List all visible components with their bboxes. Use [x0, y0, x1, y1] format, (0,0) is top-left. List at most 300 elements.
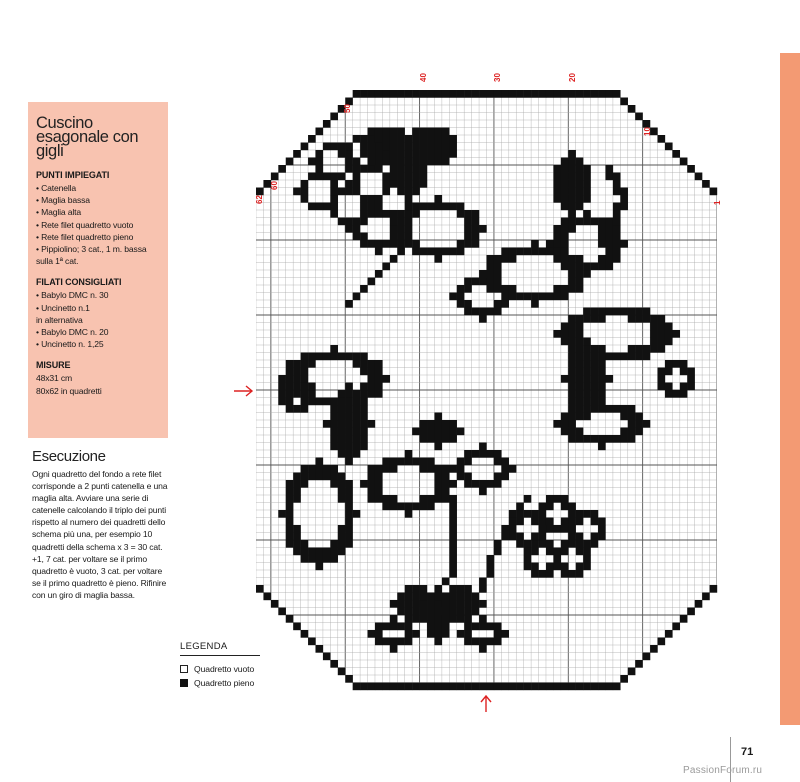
- motif-cell: [613, 405, 621, 413]
- motif-cell: [412, 615, 420, 623]
- motif-cell: [583, 540, 591, 548]
- motif-cell: [457, 630, 465, 638]
- motif-cell: [368, 150, 376, 158]
- motif-cell: [479, 270, 487, 278]
- motif-cell: [472, 623, 480, 631]
- motif-cell: [338, 533, 346, 541]
- motif-cell: [390, 458, 398, 466]
- motif-cell: [628, 345, 636, 353]
- motif-cell: [412, 165, 420, 173]
- edge-cell: [449, 683, 457, 691]
- motif-cell: [457, 593, 465, 601]
- motif-cell: [583, 218, 591, 226]
- motif-cell: [591, 368, 599, 376]
- edge-cell: [434, 90, 442, 98]
- motif-cell: [412, 458, 420, 466]
- motif-cell: [405, 165, 413, 173]
- motif-cell: [546, 503, 554, 511]
- motif-cell: [628, 428, 636, 436]
- motif-cell: [494, 480, 502, 488]
- edge-cell: [434, 683, 442, 691]
- motif-cell: [568, 525, 576, 533]
- motif-cell: [338, 413, 346, 421]
- motif-cell: [420, 248, 428, 256]
- motif-cell: [308, 360, 316, 368]
- motif-cell: [345, 458, 353, 466]
- motif-cell: [620, 188, 628, 196]
- motif-cell: [479, 600, 487, 608]
- motif-cell: [449, 293, 457, 301]
- edge-cell: [501, 683, 509, 691]
- motif-cell: [516, 518, 524, 526]
- edge-cell: [695, 600, 703, 608]
- motif-cell: [516, 248, 524, 256]
- motif-cell: [286, 390, 294, 398]
- motif-cell: [568, 203, 576, 211]
- motif-cell: [464, 615, 472, 623]
- motif-cell: [553, 173, 561, 181]
- motif-cell: [591, 398, 599, 406]
- motif-cell: [330, 180, 338, 188]
- motif-cell: [635, 353, 643, 361]
- edge-cell: [583, 683, 591, 691]
- motif-cell: [405, 195, 413, 203]
- motif-cell: [524, 510, 532, 518]
- motif-cell: [591, 218, 599, 226]
- motif-cell: [576, 563, 584, 571]
- motif-cell: [464, 623, 472, 631]
- motif-cell: [553, 285, 561, 293]
- motif-cell: [472, 593, 480, 601]
- motif-cell: [293, 495, 301, 503]
- motif-cell: [598, 255, 606, 263]
- motif-cell: [568, 570, 576, 578]
- motif-cell: [330, 195, 338, 203]
- edge-cell: [598, 90, 606, 98]
- edge-cell: [397, 90, 405, 98]
- motif-cell: [539, 518, 547, 526]
- motif-cell: [338, 488, 346, 496]
- col-label-20: 20: [568, 73, 577, 82]
- motif-cell: [583, 383, 591, 391]
- motif-cell: [427, 615, 435, 623]
- motif-cell: [546, 248, 554, 256]
- misure-size: 48x31 cm: [36, 373, 73, 384]
- motif-cell: [293, 473, 301, 481]
- motif-cell: [605, 248, 613, 256]
- motif-cell: [420, 135, 428, 143]
- motif-cell: [368, 135, 376, 143]
- motif-cell: [338, 218, 346, 226]
- motif-cell: [382, 375, 390, 383]
- motif-cell: [301, 375, 309, 383]
- edge-cell: [628, 105, 636, 113]
- motif-cell: [457, 240, 465, 248]
- motif-cell: [323, 473, 331, 481]
- motif-cell: [561, 285, 569, 293]
- motif-cell: [665, 323, 673, 331]
- motif-cell: [449, 143, 457, 151]
- motif-cell: [353, 158, 361, 166]
- edge-cell: [278, 165, 286, 173]
- motif-cell: [278, 398, 286, 406]
- motif-cell: [613, 435, 621, 443]
- legend-full-label: Quadretto pieno: [194, 678, 255, 688]
- motif-cell: [494, 473, 502, 481]
- motif-cell: [457, 615, 465, 623]
- motif-cell: [598, 533, 606, 541]
- motif-cell: [449, 150, 457, 158]
- motif-cell: [553, 225, 561, 233]
- motif-cell: [494, 270, 502, 278]
- edge-cell: [680, 158, 688, 166]
- edge-cell: [293, 623, 301, 631]
- motif-cell: [576, 570, 584, 578]
- edge-cell: [568, 683, 576, 691]
- motif-cell: [464, 300, 472, 308]
- motif-cell: [434, 480, 442, 488]
- motif-cell: [449, 503, 457, 511]
- edge-cell: [487, 90, 495, 98]
- motif-cell: [568, 270, 576, 278]
- motif-cell: [494, 630, 502, 638]
- motif-cell: [345, 510, 353, 518]
- edge-cell: [457, 683, 465, 691]
- motif-cell: [561, 188, 569, 196]
- motif-cell: [405, 218, 413, 226]
- edge-cell: [464, 90, 472, 98]
- motif-cell: [650, 330, 658, 338]
- motif-cell: [487, 563, 495, 571]
- motif-cell: [561, 263, 569, 271]
- motif-cell: [546, 540, 554, 548]
- motif-cell: [449, 510, 457, 518]
- motif-cell: [338, 525, 346, 533]
- motif-cell: [598, 390, 606, 398]
- motif-cell: [405, 593, 413, 601]
- motif-cell: [605, 375, 613, 383]
- motif-cell: [464, 240, 472, 248]
- motif-cell: [323, 143, 331, 151]
- motif-cell: [583, 263, 591, 271]
- edge-cell: [539, 683, 547, 691]
- motif-cell: [353, 405, 361, 413]
- motif-cell: [449, 495, 457, 503]
- motif-cell: [353, 413, 361, 421]
- edge-cell: [353, 90, 361, 98]
- motif-cell: [397, 150, 405, 158]
- motif-cell: [643, 315, 651, 323]
- motif-cell: [427, 503, 435, 511]
- motif-cell: [487, 623, 495, 631]
- motif-cell: [345, 495, 353, 503]
- motif-cell: [293, 383, 301, 391]
- motif-cell: [412, 173, 420, 181]
- row-label-60: 60: [270, 181, 279, 190]
- motif-cell: [650, 323, 658, 331]
- motif-cell: [390, 128, 398, 136]
- motif-cell: [315, 203, 323, 211]
- motif-cell: [658, 330, 666, 338]
- motif-cell: [330, 420, 338, 428]
- motif-cell: [412, 180, 420, 188]
- motif-cell: [434, 630, 442, 638]
- motif-cell: [390, 143, 398, 151]
- motif-cell: [434, 248, 442, 256]
- motif-cell: [598, 233, 606, 241]
- motif-cell: [286, 368, 294, 376]
- motif-cell: [613, 308, 621, 316]
- motif-cell: [568, 150, 576, 158]
- motif-cell: [382, 135, 390, 143]
- motif-cell: [353, 293, 361, 301]
- motif-cell: [487, 270, 495, 278]
- list-item: • Uncinetto n.1: [36, 302, 90, 313]
- motif-cell: [368, 473, 376, 481]
- motif-cell: [658, 338, 666, 346]
- edge-cell: [382, 90, 390, 98]
- motif-cell: [420, 158, 428, 166]
- motif-cell: [494, 458, 502, 466]
- motif-cell: [330, 405, 338, 413]
- motif-cell: [613, 248, 621, 256]
- motif-cell: [427, 128, 435, 136]
- motif-cell: [412, 585, 420, 593]
- motif-cell: [427, 143, 435, 151]
- motif-cell: [568, 398, 576, 406]
- motif-cell: [397, 608, 405, 616]
- motif-cell: [591, 510, 599, 518]
- motif-cell: [420, 608, 428, 616]
- motif-cell: [457, 465, 465, 473]
- motif-cell: [635, 420, 643, 428]
- motif-cell: [345, 158, 353, 166]
- motif-cell: [605, 263, 613, 271]
- motif-cell: [598, 405, 606, 413]
- motif-cell: [293, 360, 301, 368]
- motif-cell: [434, 615, 442, 623]
- motif-cell: [338, 390, 346, 398]
- edge-cell: [256, 585, 264, 593]
- edge-cell: [323, 653, 331, 661]
- motif-cell: [368, 278, 376, 286]
- edge-cell: [345, 98, 353, 106]
- motif-cell: [434, 473, 442, 481]
- misure-heading: MISURE: [36, 360, 71, 371]
- motif-cell: [464, 600, 472, 608]
- motif-cell: [449, 540, 457, 548]
- legend-empty-label: Quadretto vuoto: [194, 664, 255, 674]
- motif-cell: [434, 465, 442, 473]
- motif-cell: [286, 398, 294, 406]
- edge-cell: [509, 683, 517, 691]
- motif-cell: [442, 495, 450, 503]
- motif-cell: [434, 255, 442, 263]
- motif-cell: [591, 405, 599, 413]
- motif-cell: [464, 225, 472, 233]
- motif-cell: [353, 390, 361, 398]
- motif-cell: [353, 428, 361, 436]
- motif-cell: [576, 203, 584, 211]
- motif-cell: [301, 368, 309, 376]
- motif-cell: [397, 158, 405, 166]
- motif-cell: [345, 180, 353, 188]
- edge-cell: [375, 90, 383, 98]
- motif-cell: [301, 540, 309, 548]
- motif-cell: [531, 570, 539, 578]
- motif-cell: [345, 435, 353, 443]
- motif-cell: [308, 398, 316, 406]
- motif-cell: [390, 150, 398, 158]
- edge-cell: [501, 90, 509, 98]
- edge-cell: [576, 683, 584, 691]
- motif-cell: [308, 465, 316, 473]
- motif-cell: [375, 128, 383, 136]
- motif-cell: [375, 630, 383, 638]
- motif-cell: [568, 188, 576, 196]
- edge-cell: [643, 120, 651, 128]
- motif-cell: [568, 510, 576, 518]
- motif-cell: [338, 443, 346, 451]
- edge-cell: [583, 90, 591, 98]
- motif-cell: [442, 593, 450, 601]
- motif-cell: [568, 263, 576, 271]
- col-label-30: 30: [493, 73, 502, 82]
- motif-cell: [286, 495, 294, 503]
- motif-cell: [360, 420, 368, 428]
- motif-cell: [434, 143, 442, 151]
- motif-cell: [375, 203, 383, 211]
- motif-cell: [598, 398, 606, 406]
- motif-cell: [375, 248, 383, 256]
- motif-cell: [301, 473, 309, 481]
- motif-cell: [420, 180, 428, 188]
- motif-cell: [576, 353, 584, 361]
- edge-cell: [546, 683, 554, 691]
- motif-cell: [553, 293, 561, 301]
- motif-cell: [360, 210, 368, 218]
- motif-cell: [628, 435, 636, 443]
- motif-cell: [487, 308, 495, 316]
- motif-cell: [434, 128, 442, 136]
- motif-cell: [397, 248, 405, 256]
- motif-cell: [509, 510, 517, 518]
- motif-cell: [449, 570, 457, 578]
- motif-cell: [561, 180, 569, 188]
- motif-cell: [360, 240, 368, 248]
- motif-cell: [494, 278, 502, 286]
- edge-cell: [405, 90, 413, 98]
- motif-cell: [375, 465, 383, 473]
- motif-cell: [338, 428, 346, 436]
- motif-cell: [330, 345, 338, 353]
- edge-cell: [665, 143, 673, 151]
- motif-cell: [494, 263, 502, 271]
- edge-cell: [405, 683, 413, 691]
- edge-cell: [382, 683, 390, 691]
- motif-cell: [561, 255, 569, 263]
- edge-cell: [702, 593, 710, 601]
- edge-cell: [390, 90, 398, 98]
- motif-cell: [286, 360, 294, 368]
- motif-cell: [434, 495, 442, 503]
- motif-cell: [397, 180, 405, 188]
- motif-cell: [561, 203, 569, 211]
- motif-cell: [479, 480, 487, 488]
- bottom-arrow-icon: [481, 696, 491, 712]
- motif-cell: [301, 353, 309, 361]
- motif-cell: [561, 420, 569, 428]
- motif-cell: [442, 150, 450, 158]
- edge-cell: [672, 623, 680, 631]
- motif-cell: [442, 128, 450, 136]
- motif-cell: [598, 368, 606, 376]
- motif-cell: [680, 390, 688, 398]
- motif-cell: [420, 593, 428, 601]
- motif-cell: [449, 533, 457, 541]
- motif-cell: [665, 330, 673, 338]
- motif-cell: [330, 548, 338, 556]
- motif-cell: [375, 143, 383, 151]
- motif-cell: [323, 465, 331, 473]
- motif-cell: [420, 495, 428, 503]
- motif-cell: [434, 195, 442, 203]
- motif-cell: [412, 150, 420, 158]
- motif-cell: [405, 600, 413, 608]
- edge-cell: [710, 585, 718, 593]
- motif-cell: [420, 420, 428, 428]
- list-item: • Pippiolino; 3 cat., 1 m. bassa: [36, 244, 147, 255]
- motif-cell: [286, 533, 294, 541]
- motif-cell: [568, 165, 576, 173]
- motif-cell: [405, 143, 413, 151]
- motif-cell: [293, 548, 301, 556]
- edge-cell: [553, 683, 561, 691]
- motif-cell: [598, 435, 606, 443]
- motif-cell: [598, 315, 606, 323]
- motif-cell: [278, 383, 286, 391]
- motif-cell: [568, 180, 576, 188]
- motif-cell: [509, 525, 517, 533]
- motif-cell: [375, 135, 383, 143]
- motif-cell: [427, 150, 435, 158]
- motif-cell: [353, 188, 361, 196]
- motif-cell: [591, 263, 599, 271]
- motif-cell: [293, 525, 301, 533]
- motif-cell: [412, 630, 420, 638]
- motif-cell: [338, 495, 346, 503]
- motif-cell: [315, 353, 323, 361]
- motif-cell: [420, 600, 428, 608]
- motif-cell: [576, 428, 584, 436]
- motif-cell: [308, 158, 316, 166]
- motif-cell: [494, 540, 502, 548]
- motif-cell: [315, 165, 323, 173]
- motif-cell: [301, 188, 309, 196]
- motif-cell: [427, 458, 435, 466]
- motif-cell: [434, 420, 442, 428]
- motif-cell: [360, 218, 368, 226]
- motif-cell: [635, 428, 643, 436]
- motif-cell: [449, 600, 457, 608]
- motif-cell: [338, 473, 346, 481]
- motif-cell: [368, 420, 376, 428]
- edge-cell: [494, 90, 502, 98]
- motif-cell: [472, 608, 480, 616]
- motif-cell: [583, 188, 591, 196]
- motif-cell: [591, 353, 599, 361]
- motif-cell: [561, 338, 569, 346]
